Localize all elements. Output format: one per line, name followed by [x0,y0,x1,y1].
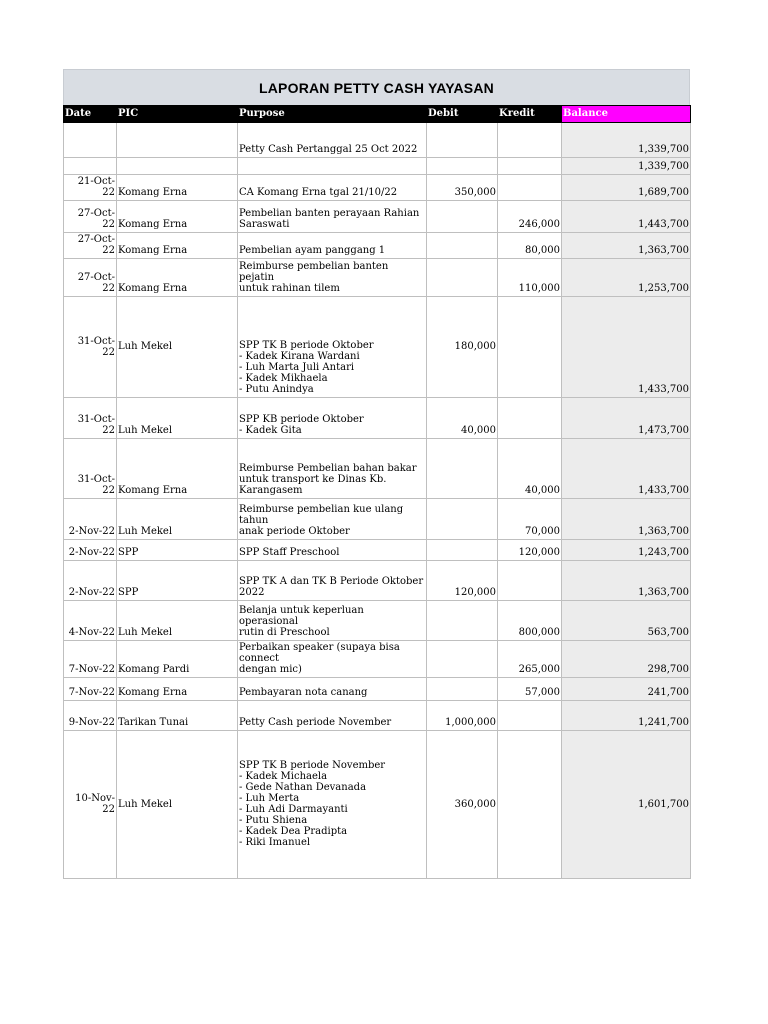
cell-date: 21-Oct-22 [64,175,117,201]
cell-date: 31-Oct-22 [64,439,117,499]
cell-purpose: SPP TK B periode November - Kadek Michaela - Gede Nathan Devanada - Luh Merta - Luh Adi Darmayanti - Putu Shiena - Kadek Dea Pradipta - Riki Imanuel [238,731,427,879]
cell-debit [427,601,498,641]
petty-cash-sheet [63,69,690,879]
header-row [64,106,691,123]
cell-date: 7-Nov-22 [64,641,117,678]
table-row [64,561,691,601]
cell-debit [427,439,498,499]
table-row [64,540,691,561]
table-row [64,201,691,233]
cell-debit [427,123,498,158]
cell-kredit [498,123,562,158]
cell-debit [427,540,498,561]
cell-pic: Komang Erna [117,233,238,259]
cell-debit: 1,000,000 [427,701,498,731]
cell-balance: 563,700 [562,601,691,641]
table-row [64,233,691,259]
cell-pic: Luh Mekel [117,601,238,641]
cell-pic [117,123,238,158]
cell-date: 27-Oct-22 [64,201,117,233]
table-row [64,158,691,175]
cell-kredit [498,701,562,731]
header-balance: Balance [562,106,691,123]
cell-date [64,158,117,175]
cell-pic: SPP [117,540,238,561]
cell-balance: 1,689,700 [562,175,691,201]
table-row [64,731,691,879]
cell-pic: Luh Mekel [117,499,238,540]
table-row [64,175,691,201]
cell-balance: 1,241,700 [562,701,691,731]
cell-pic: Komang Erna [117,259,238,297]
header-kredit: Kredit [498,106,562,123]
cell-purpose: CA Komang Erna tgal 21/10/22 [238,175,427,201]
cell-date: 4-Nov-22 [64,601,117,641]
cell-date: 2-Nov-22 [64,540,117,561]
cell-date: 7-Nov-22 [64,678,117,701]
cell-pic: Luh Mekel [117,731,238,879]
cell-debit [427,259,498,297]
cell-debit [427,233,498,259]
cell-kredit [498,561,562,601]
table-row [64,601,691,641]
cell-purpose: Reimburse pembelian banten pejatin untuk rahinan tilem [238,259,427,297]
cell-balance: 1,601,700 [562,731,691,879]
cell-date: 2-Nov-22 [64,561,117,601]
cell-purpose: Petty Cash Pertanggal 25 Oct 2022 [238,123,427,158]
cell-kredit: 40,000 [498,439,562,499]
cell-balance: 1,473,700 [562,398,691,439]
cell-kredit: 800,000 [498,601,562,641]
table-row [64,398,691,439]
cell-balance: 1,339,700 [562,158,691,175]
table-row [64,259,691,297]
cell-debit: 350,000 [427,175,498,201]
report-title: LAPORAN PETTY CASH YAYASAN [63,69,690,105]
table-row [64,123,691,158]
cell-balance: 1,363,700 [562,233,691,259]
cell-balance: 1,243,700 [562,540,691,561]
table-row [64,297,691,398]
cell-kredit [498,398,562,439]
cell-date: 27-Oct-22 [64,259,117,297]
cell-kredit [498,731,562,879]
table-row [64,499,691,540]
table-body [64,123,691,879]
cell-purpose [238,158,427,175]
table-row [64,701,691,731]
header-debit: Debit [427,106,498,123]
cell-date: 2-Nov-22 [64,499,117,540]
cell-pic: Komang Pardi [117,641,238,678]
cell-purpose: Petty Cash periode November [238,701,427,731]
cell-kredit [498,175,562,201]
header-date: Date [64,106,117,123]
cell-pic [117,158,238,175]
cell-kredit: 80,000 [498,233,562,259]
cell-purpose: SPP KB periode Oktober - Kadek Gita [238,398,427,439]
cell-balance: 1,433,700 [562,439,691,499]
cell-pic: SPP [117,561,238,601]
cell-pic: Komang Erna [117,201,238,233]
cell-debit [427,158,498,175]
cell-balance: 298,700 [562,641,691,678]
cell-kredit: 120,000 [498,540,562,561]
cell-purpose: Reimburse pembelian kue ulang tahun anak periode Oktober [238,499,427,540]
cell-date: 27-Oct-22 [64,233,117,259]
cell-purpose: SPP TK B periode Oktober - Kadek Kirana Wardani - Luh Marta Juli Antari - Kadek Mikhaela - Putu Anindya [238,297,427,398]
cell-balance: 241,700 [562,678,691,701]
cell-balance: 1,363,700 [562,561,691,601]
cell-kredit: 110,000 [498,259,562,297]
cell-debit: 180,000 [427,297,498,398]
cell-purpose: Pembelian ayam panggang 1 [238,233,427,259]
cell-kredit: 265,000 [498,641,562,678]
cell-purpose: Belanja untuk keperluan operasional rutin di Preschool [238,601,427,641]
header-purpose: Purpose [238,106,427,123]
cell-balance: 1,443,700 [562,201,691,233]
header-pic: PIC [117,106,238,123]
cell-balance: 1,253,700 [562,259,691,297]
table-row [64,439,691,499]
cell-debit: 120,000 [427,561,498,601]
cell-pic: Luh Mekel [117,398,238,439]
table-row [64,678,691,701]
cell-pic: Komang Erna [117,175,238,201]
cell-debit [427,499,498,540]
cell-pic: Komang Erna [117,439,238,499]
cell-kredit: 70,000 [498,499,562,540]
cell-balance: 1,433,700 [562,297,691,398]
cell-kredit: 246,000 [498,201,562,233]
cell-date: 31-Oct-22 [64,398,117,439]
cell-debit: 360,000 [427,731,498,879]
cell-date: 9-Nov-22 [64,701,117,731]
cell-purpose: SPP Staff Preschool [238,540,427,561]
cell-date: 10-Nov-22 [64,731,117,879]
cell-date [64,123,117,158]
cell-pic: Luh Mekel [117,297,238,398]
cell-debit: 40,000 [427,398,498,439]
cell-date: 31-Oct-22 [64,297,117,398]
cell-kredit: 57,000 [498,678,562,701]
cell-balance: 1,363,700 [562,499,691,540]
cell-balance: 1,339,700 [562,123,691,158]
cell-purpose: Pembayaran nota canang [238,678,427,701]
cell-debit [427,201,498,233]
cell-purpose: Perbaikan speaker (supaya bisa connect dengan mic) [238,641,427,678]
petty-cash-table [63,105,691,879]
cell-kredit [498,297,562,398]
cell-purpose: Pembelian banten perayaan Rahian Saraswati [238,201,427,233]
cell-purpose: Reimburse Pembelian bahan bakar untuk transport ke Dinas Kb. Karangasem [238,439,427,499]
cell-debit [427,641,498,678]
cell-pic: Tarikan Tunai [117,701,238,731]
table-row [64,641,691,678]
cell-pic: Komang Erna [117,678,238,701]
cell-purpose: SPP TK A dan TK B Periode Oktober 2022 [238,561,427,601]
cell-kredit [498,158,562,175]
cell-debit [427,678,498,701]
